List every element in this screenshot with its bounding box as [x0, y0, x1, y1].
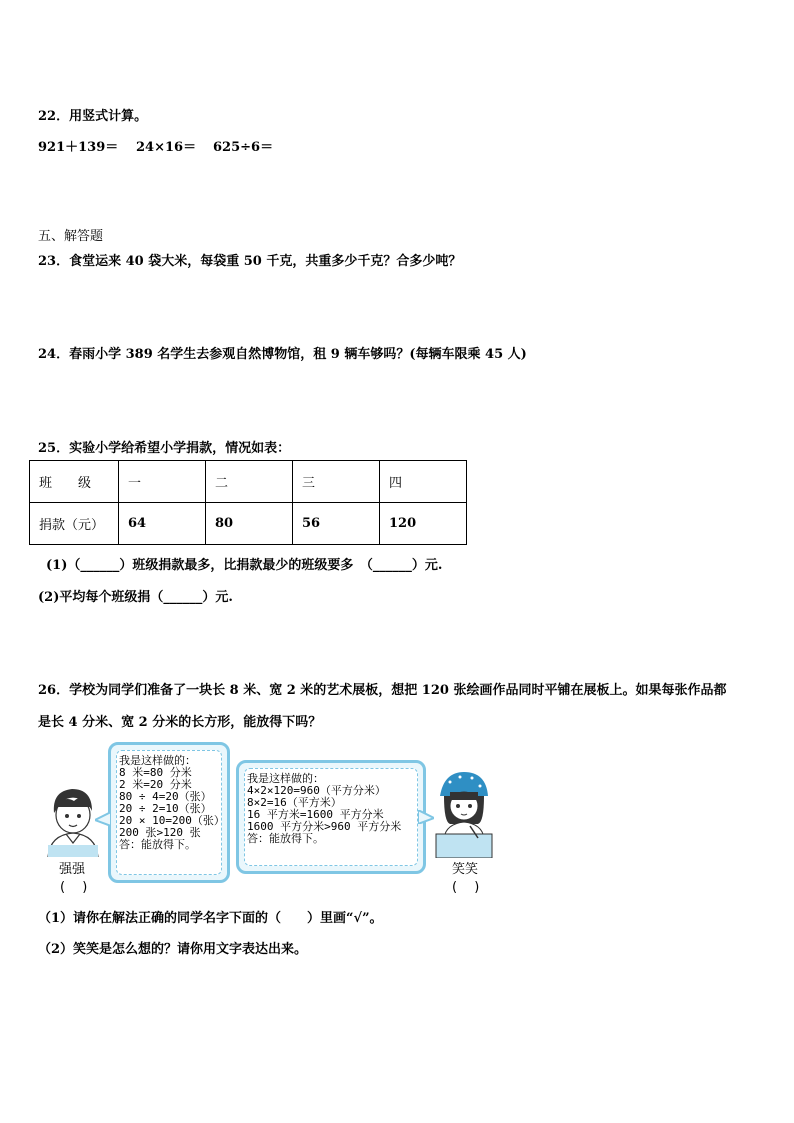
table-row	[30, 461, 467, 503]
q26-sub1: （1）请你在解法正确的同学名字下面的（ ）里画“√”。	[38, 911, 383, 926]
q25-intro: 25．实验小学给希望小学捐款，情况如表：	[38, 441, 291, 456]
right-kid-paren: ( )	[452, 880, 480, 895]
table-cell: 56	[293, 503, 380, 545]
bubble-line: 20 ÷ 2=10（张）	[119, 802, 212, 815]
table-cell: 80	[206, 503, 293, 545]
q22-expr-3: 625÷6＝	[213, 140, 274, 155]
bubble-line: 8×2=16（平方米）	[247, 796, 342, 809]
q24-text: 24．春雨小学 389 名学生去参观自然博物馆，租 9 辆车够吗？(每辆车限乘 45 人)	[38, 347, 527, 362]
bubble-line: 答：能放得下。	[119, 838, 196, 851]
q26-line1: 26．学校为同学们准备了一块长 8 米、宽 2 米的艺术展板，想把 120 张绘画作品同时平铺在展板上。如果每张作品都	[38, 683, 727, 698]
bubble-line: 答：能放得下。	[247, 832, 324, 845]
bubble-line: 我是这样做的：	[119, 754, 196, 767]
q23-text: 23．食堂运来 40 袋大米，每袋重 50 千克，共重多少千克？合多少吨？	[38, 254, 462, 269]
bubble-text	[247, 773, 401, 845]
bubble-line: 20 × 10=200（张）	[119, 814, 225, 827]
bubble-line: 80 ÷ 4=20（张）	[119, 790, 212, 803]
section-title: 五、解答题	[38, 229, 104, 244]
table-cell: 64	[119, 503, 206, 545]
table-row	[30, 503, 467, 545]
table-cell: 二	[206, 461, 293, 503]
table-cell: 120	[380, 503, 467, 545]
right-kid-name: 笑笑	[452, 862, 479, 877]
table-cell: 三	[293, 461, 380, 503]
donation-table	[29, 460, 467, 545]
bubble-line: 2 米=20 分米	[119, 778, 192, 791]
q22-expr-2: 24×16＝	[136, 140, 197, 155]
left-kid-name: 强强	[59, 862, 86, 877]
bubble-line: 200 张>120 张	[119, 826, 201, 839]
q22-title: 22．用竖式计算。	[38, 109, 148, 124]
bubble-line: 1600 平方分米>960 平方分米	[247, 820, 402, 833]
table-cell: 班 级	[30, 461, 119, 503]
bubble-line: 我是这样做的：	[247, 772, 324, 785]
bubble-line: 4×2×120=960（平方分米）	[247, 784, 386, 797]
bubble-line: 16 平方米=1600 平方分米	[247, 808, 384, 821]
right-speech-bubble	[236, 760, 426, 874]
bubble-text	[119, 755, 225, 851]
girl-illustration	[430, 768, 496, 858]
bubble-line: 8 米=80 分米	[119, 766, 192, 779]
q25-sub2: (2)平均每个班级捐（______）元.	[38, 590, 233, 605]
table-cell: 四	[380, 461, 467, 503]
table-cell: 一	[119, 461, 206, 503]
q22-expr-1: 921＋139＝	[38, 140, 119, 155]
left-speech-bubble	[108, 742, 230, 883]
q25-sub1: (1)（______）班级捐款最多，比捐款最少的班级要多 （______）元.	[46, 558, 443, 573]
left-kid-paren: ( )	[60, 880, 88, 895]
bubble-tail-left	[95, 812, 111, 826]
table-cell: 捐款（元）	[30, 503, 119, 545]
q26-sub2: （2）笑笑是怎么想的？请你用文字表达出来。	[38, 942, 308, 957]
q26-line2: 是长 4 分米、宽 2 分米的长方形，能放得下吗？	[38, 715, 322, 730]
